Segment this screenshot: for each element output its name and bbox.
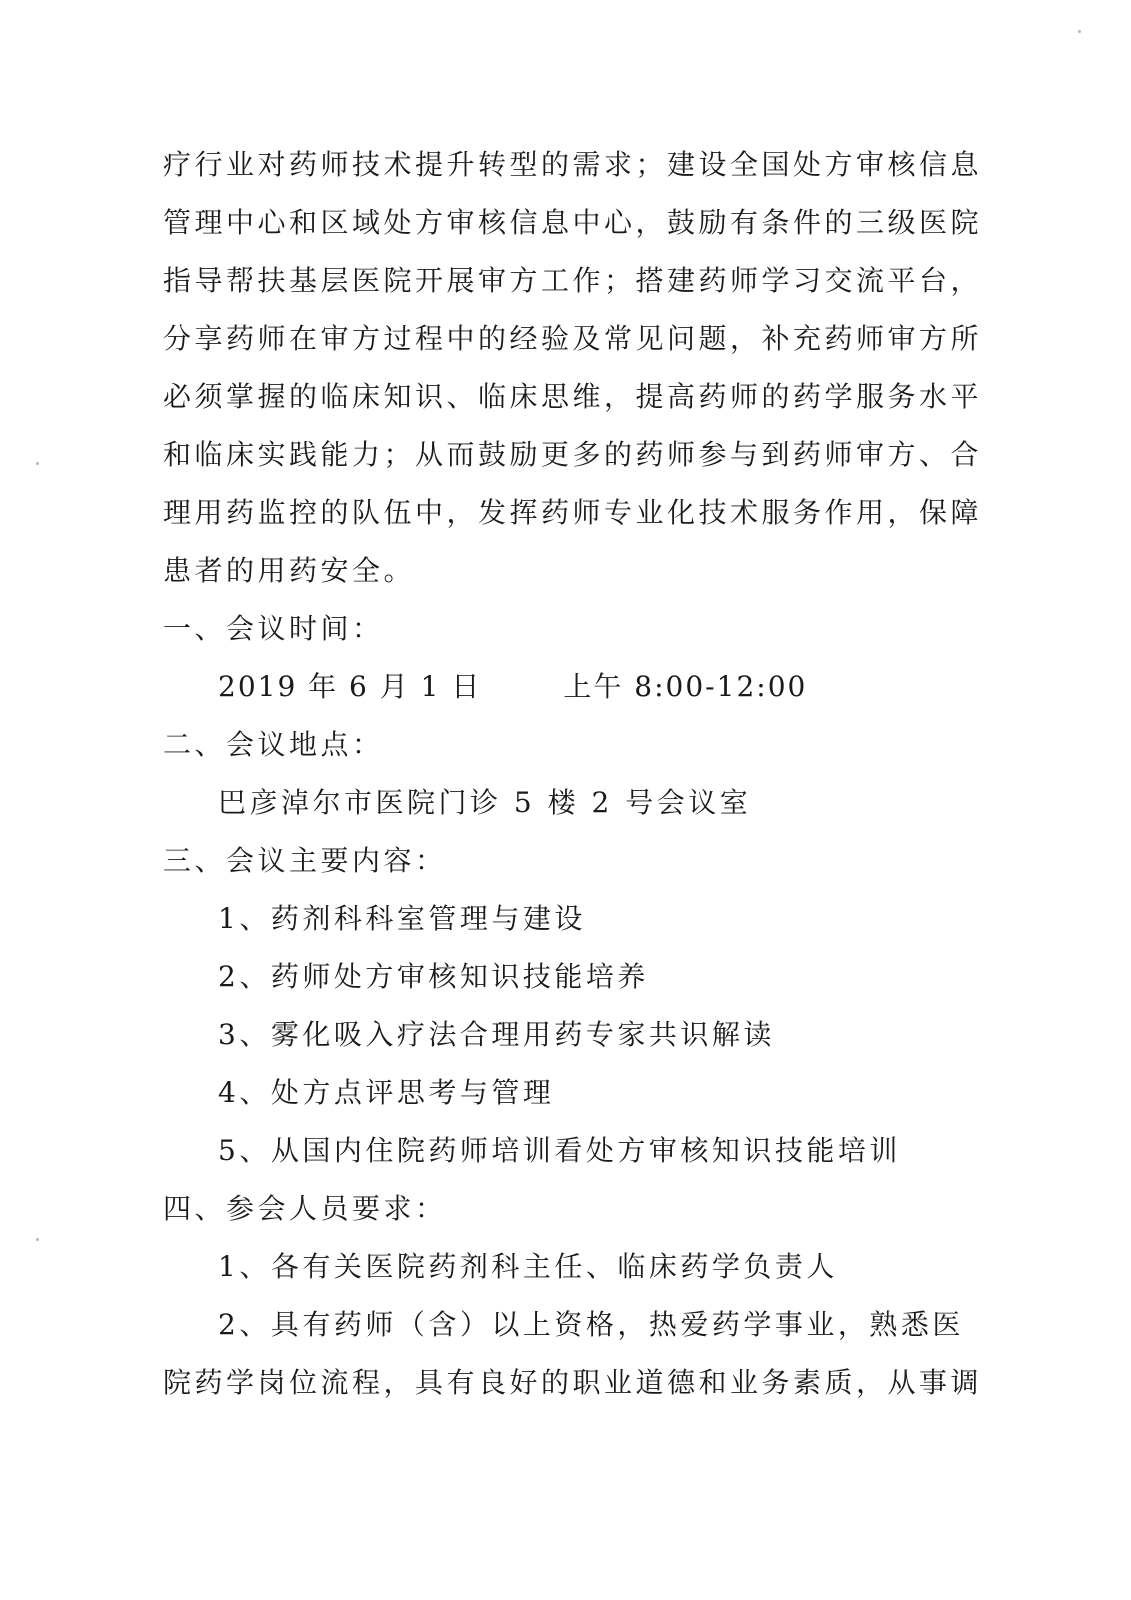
content-item: 2、药师处方审核知识技能培养	[218, 960, 649, 993]
meeting-time-row	[218, 669, 807, 705]
meeting-hours: 上午 8:00-12:00	[563, 670, 808, 703]
attendee-requirement-continued: 院药学岗位流程，具有良好的职业道德和业务素质，从事调	[163, 1366, 983, 1399]
section-heading-time: 一、会议时间：	[163, 612, 384, 645]
paragraph-line: 必须掌握的临床知识、临床思维，提高药师的药学服务水平	[163, 380, 983, 413]
section-heading-content: 三、会议主要内容：	[163, 844, 447, 877]
paragraph-line: 管理中心和区域处方审核信息中心，鼓励有条件的三级医院	[163, 206, 983, 239]
attendee-requirement: 1、各有关医院药剂科主任、临床药学负责人	[218, 1250, 838, 1283]
content-item: 4、处方点评思考与管理	[218, 1076, 555, 1109]
scan-speck	[36, 1238, 39, 1241]
paragraph-line: 分享药师在审方过程中的经验及常见问题，补充药师审方所	[163, 322, 983, 355]
meeting-date: 2019 年 6 月 1 日	[218, 670, 482, 703]
content-item: 5、从国内住院药师培训看处方审核知识技能培训	[218, 1134, 901, 1167]
paragraph-line: 指导帮扶基层医院开展审方工作；搭建药师学习交流平台，	[163, 264, 983, 297]
content-item: 1、药剂科科室管理与建设	[218, 902, 586, 935]
paragraph-line: 疗行业对药师技术提升转型的需求；建设全国处方审核信息	[163, 148, 983, 181]
scan-speck	[1078, 30, 1081, 33]
content-item: 3、雾化吸入疗法合理用药专家共识解读	[218, 1018, 775, 1051]
section-heading-attendees: 四、参会人员要求：	[163, 1192, 447, 1225]
paragraph-line: 和临床实践能力；从而鼓励更多的药师参与到药师审方、合	[163, 438, 983, 471]
section-heading-location: 二、会议地点：	[163, 728, 384, 761]
paragraph-line: 患者的用药安全。	[163, 554, 416, 587]
meeting-location: 巴彦淖尔市医院门诊 5 楼 2 号会议室	[218, 786, 752, 819]
attendee-requirement: 2、具有药师（含）以上资格，热爱药学事业，熟悉医	[218, 1308, 964, 1341]
paragraph-line: 理用药监控的队伍中，发挥药师专业化技术服务作用，保障	[163, 496, 983, 529]
scan-speck	[36, 462, 39, 465]
